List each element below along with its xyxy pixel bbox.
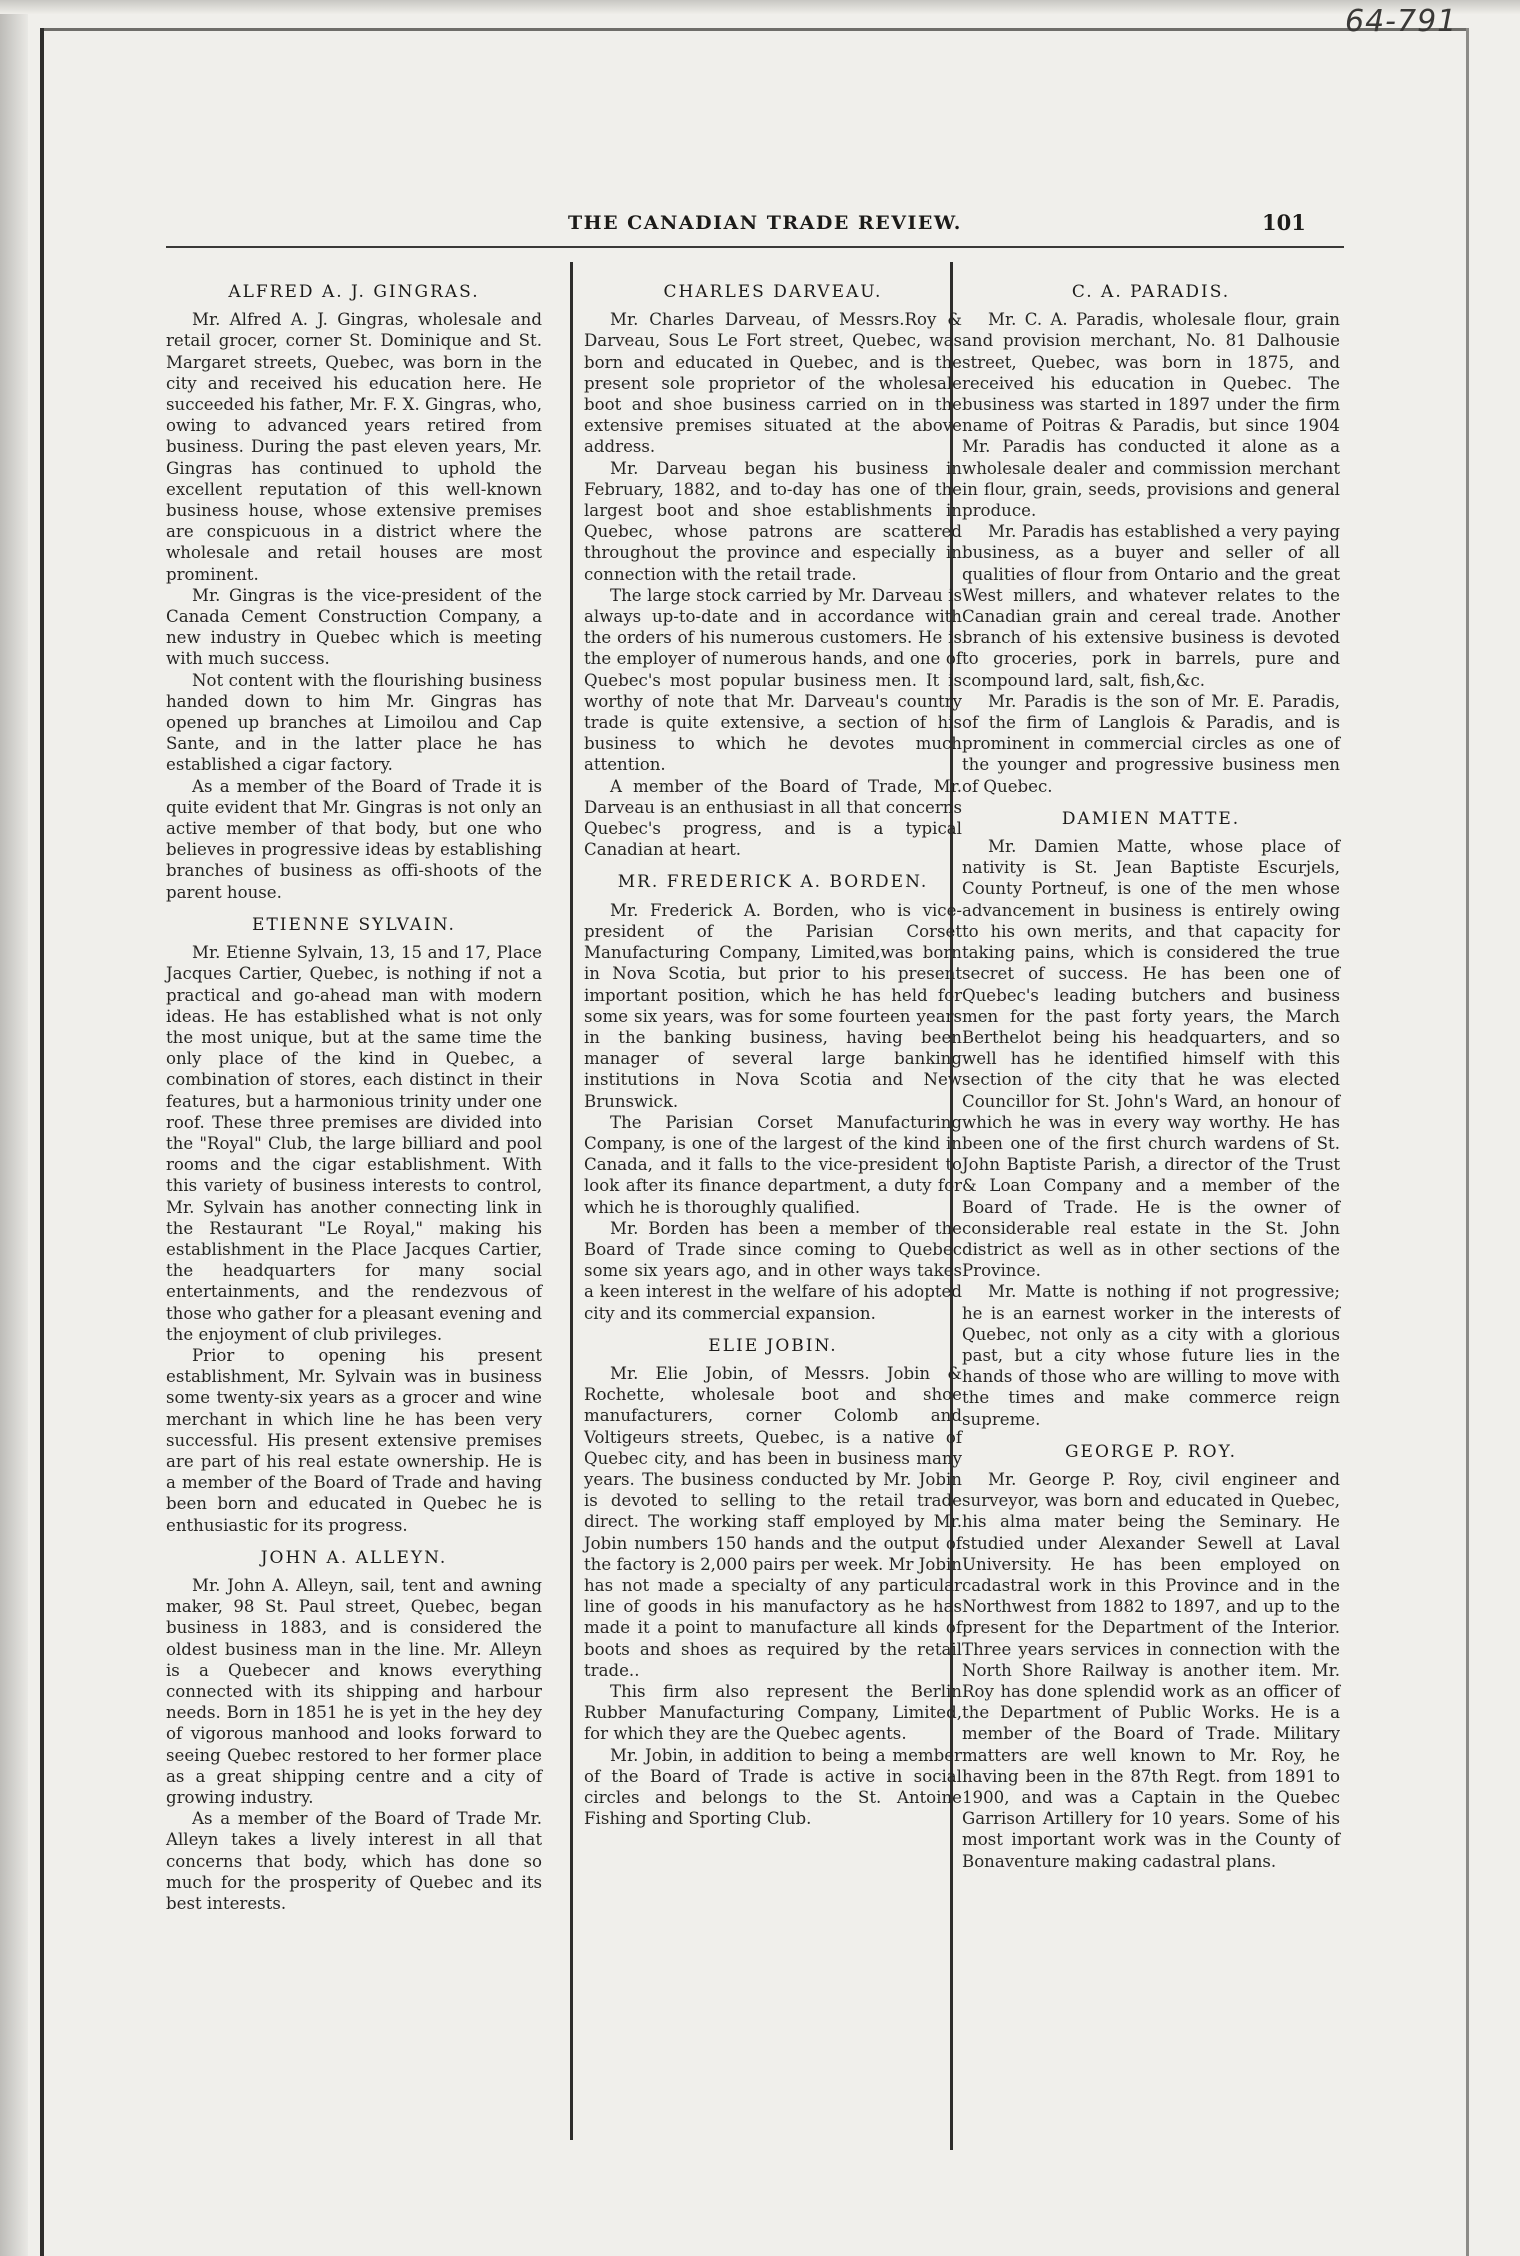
article-paradis (962, 282, 1340, 797)
paragraph: Mr. Paradis is the son of Mr. E. Paradis, of the firm of Langlois & Paradis, and is prominent in commercial circles as one of the younger and progressive business men of Quebec. (962, 691, 1340, 796)
paragraph: Mr. Etienne Sylvain, 13, 15 and 17, Place Jacques Cartier, Quebec, is nothing if not a practical and go-ahead man with modern ideas. He has established what is not only the most unique, but at the same time the only place of the kind in Quebec, a combination of stores, each distinct in their features, but a harmonious trinity under one roof. These three premises are divided into the "Royal" Club, the large billiard and pool rooms and the cigar establishment. With this variety of business interests to control, Mr. Sylvain has another connecting link in the Restaurant "Le Royal," making his establishment in the Place Jacques Cartier, the headquarters for many social entertainments, and the rendezvous of those who gather for a pleasant evening and the enjoyment of club privileges. (166, 943, 542, 1344)
article-heading: JOHN A. ALLEYN. (260, 1547, 448, 1568)
article-heading: MR. FREDERICK A. BORDEN. (617, 872, 929, 893)
archive-mark: 64-791 (1345, 4, 1458, 39)
paragraph: As a member of the Board of Trade it is quite evident that Mr. Gingras is not only an active member of that body, but one who believes in progressive ideas by establishing branches of business as offi-shoots of the parent house. (166, 776, 542, 902)
paragraph: Mr. Frederick A. Borden, who is vice-president of the Parisian Corset Manufacturing Company, Limited,was born in Nova Scotia, but prior to his present important position, which he has held for some six years, was for some fourteen years in the banking business, having been manager of several large banking institutions in Nova Scotia and New Brunswick. (584, 900, 962, 1111)
paragraph: Mr. Matte is nothing if not progressive; he is an earnest worker in the interests of Quebec, not only as a city with a glorious past, but a city whose future lies in the hands of those who are willing to move with the times and make commerce reign supreme. (962, 1282, 1340, 1429)
paragraph: Mr. Gingras is the vice-president of the Canada Cement Construction Company, a new industry in Quebec which is meeting with much success. (166, 585, 542, 669)
right-border-rule (1466, 28, 1469, 2256)
paragraph: A member of the Board of Trade, Mr. Darveau is an enthusiast in all that concerns Quebec's progress, and is a typical Canadian at heart. (584, 776, 962, 860)
paragraph: Mr. Damien Matte, whose place of nativity is St. Jean Baptiste Escurjels, County Portneuf, is one of the men whose advancement in business is entirely owing to his own merits, and that capacity for taking pains, which is considered the true secret of success. He has been one of Quebec's leading butchers and business men for the past forty years, the March Berthelot being his headquarters, and so well has he identified himself with this section of the city that he was elected Councillor for St. John's Ward, an honour of which he was in every way worthy. He has been one of the first church wardens of St. John Baptiste Parish, a director of the Trust & Loan Company and a member of the Board of Trade. He is the owner of considerable real estate in the St. John district as well as in other sections of the Province. (962, 837, 1340, 1281)
article-heading: C. A. PARADIS. (1071, 282, 1231, 302)
paragraph: Not content with the flourishing business handed down to him Mr. Gingras has opened up branches at Limoilou and Cap Sante, and in the latter place he has established a cigar factory. (166, 670, 542, 775)
scan-top-edge (0, 0, 1520, 14)
article-roy (962, 1442, 1340, 1872)
column-2 (568, 282, 962, 1829)
column-3 (962, 282, 1340, 1872)
article-heading: DAMIEN MATTE. (1061, 808, 1241, 829)
paragraph: Mr. Paradis has established a very paying business, as a buyer and seller of all qualities of flour from Ontario and the great West millers, and whatever relates to the Canadian grain and cereal trade. Another branch of his extensive business is devoted to groceries, pork in barrels, pure and compound lard, salt, fish,&c. (962, 522, 1340, 690)
article-alleyn (166, 1548, 542, 1914)
running-header: THE CANADIAN TRADE REVIEW. (568, 212, 962, 234)
article-heading: ALFRED A. J. GINGRAS. (228, 282, 480, 302)
paragraph: As a member of the Board of Trade Mr. Alleyn takes a lively interest in all that concerns that body, which has done so much for the prosperity of Quebec and its best interests. (166, 1809, 542, 1914)
article-heading: ETIENNE SYLVAIN. (252, 914, 456, 935)
article-sylvain (166, 915, 542, 1536)
paragraph: Mr. Elie Jobin, of Messrs. Jobin & Rochette, wholesale boot and shoe manufacturers, corner Colomb and Voltigeurs streets, Quebec, is a native of Quebec city, and has been in business many years. The business conducted by Mr. Jobin is devoted to selling to the retail trade direct. The working staff employed by Mr. Jobin numbers 150 hands and the output of the factory is 2,000 pairs per week. Mr Jobin has not made a specialty of any particular line of goods in his manufactory as he has made it a point to manufacture all kinds of boots and shoes as required by the retail trade.. (584, 1363, 962, 1680)
page-number: 101 (1262, 210, 1306, 235)
article-heading: CHARLES DARVEAU. (663, 282, 883, 302)
header-rule (166, 246, 1344, 248)
paragraph: Mr. Alfred A. J. Gingras, wholesale and retail grocer, corner St. Dominique and St. Margaret streets, Quebec, was born in the city and received his education here. He succeeded his father, Mr. F. X. Gingras, who, owing to advanced years retired from business. During the past eleven years, Mr. Gingras has continued to uphold the excellent reputation of this well-known business house, whose extensive premises are conspicuous in a district where the wholesale and retail houses are most prominent. (166, 310, 542, 584)
article-matte (962, 809, 1340, 1430)
paragraph: Prior to opening his present establishment, Mr. Sylvain was in business some twenty-six years as a grocer and wine merchant in which line he has been very successful. His present extensive premises are part of his real estate ownership. He is a member of the Board of Trade and having been born and educated in Quebec he is enthusiastic for its progress. (166, 1345, 542, 1535)
paragraph: Mr. Darveau began his business in February, 1882, and to-day has one of the largest boot and shoe establishments in Quebec, whose patrons are scattered throughout the province and especially in connection with the retail trade. (584, 458, 962, 584)
paragraph: Mr. Jobin, in addition to being a member of the Board of Trade is active in social circles and belongs to the St. Antoine Fishing and Sporting Club. (584, 1745, 962, 1829)
article-heading: GEORGE P. ROY. (1064, 1441, 1238, 1462)
left-border-rule (40, 28, 44, 2256)
paragraph: The Parisian Corset Manufacturing Company, is one of the largest of the kind in Canada, and it falls to the vice-president to look after its finance department, a duty for which he is thoroughly qualified. (584, 1112, 962, 1217)
article-borden (584, 872, 962, 1323)
paragraph: Mr. Borden has been a member of the Board of Trade since coming to Quebec some six years ago, and in other ways takes a keen interest in the welfare of his adopted city and its commercial expansion. (584, 1218, 962, 1323)
paragraph: Mr. George P. Roy, civil engineer and surveyor, was born and educated in Quebec, his alma mater being the Seminary. He studied under Alexander Sewell at Laval University. He has been employed on cadastral work in this Province and in the Northwest from 1882 to 1897, and up to the present for the Department of the Interior. Three years services in connection with the North Shore Railway is another item. Mr. Roy has done splendid work as an officer of the Department of Public Works. He is a member of the Board of Trade. Military matters are well known to Mr. Roy, he having been in the 87th Regt. from 1891 to 1900, and was a Captain in the Quebec Garrison Artillery for 10 years. Some of his most important work was in the County of Bonaventure making cadastral plans. (962, 1469, 1340, 1871)
paragraph: Mr. Charles Darveau, of Messrs.Roy & Darveau, Sous Le Fort street, Quebec, was born and educated in Quebec, and is the present sole proprietor of the wholesale boot and shoe business carried on in the extensive premises situated at the above address. (584, 310, 962, 457)
paragraph: Mr. C. A. Paradis, wholesale flour, grain and provision merchant, No. 81 Dalhousie street, Quebec, was born in 1875, and received his education in Quebec. The business was started in 1897 under the firm name of Poitras & Paradis, but since 1904 Mr. Paradis has conducted it alone as a wholesale dealer and commission merchant in flour, grain, seeds, provisions and general produce. (962, 310, 1340, 521)
column-1 (166, 282, 542, 1914)
top-border-rule (40, 28, 1468, 31)
article-heading: ELIE JOBIN. (708, 1335, 838, 1356)
article-darveau (584, 282, 962, 860)
paragraph: The large stock carried by Mr. Darveau is always up-to-date and in accordance with the orders of his numerous customers. He is the employer of numerous hands, and one of Quebec's most popular business men. It is worthy of note that Mr. Darveau's country trade is quite extensive, a section of his business to which he devotes much attention. (584, 585, 962, 775)
paragraph: This firm also represent the Berlin Rubber Manufacturing Company, Limited, for which they are the Quebec agents. (584, 1682, 962, 1744)
scan-left-edge (0, 0, 28, 2256)
article-gingras (166, 282, 542, 903)
article-jobin (584, 1336, 962, 1830)
paragraph: Mr. John A. Alleyn, sail, tent and awning maker, 98 St. Paul street, Quebec, began business in 1883, and is considered the oldest business man in the line. Mr. Alleyn is a Quebecer and knows everything connected with its shipping and harbour needs. Born in 1851 he is yet in the hey dey of vigorous manhood and looks forward to seeing Quebec restored to her former place as a great shipping centre and a city of growing industry. (166, 1575, 542, 1808)
